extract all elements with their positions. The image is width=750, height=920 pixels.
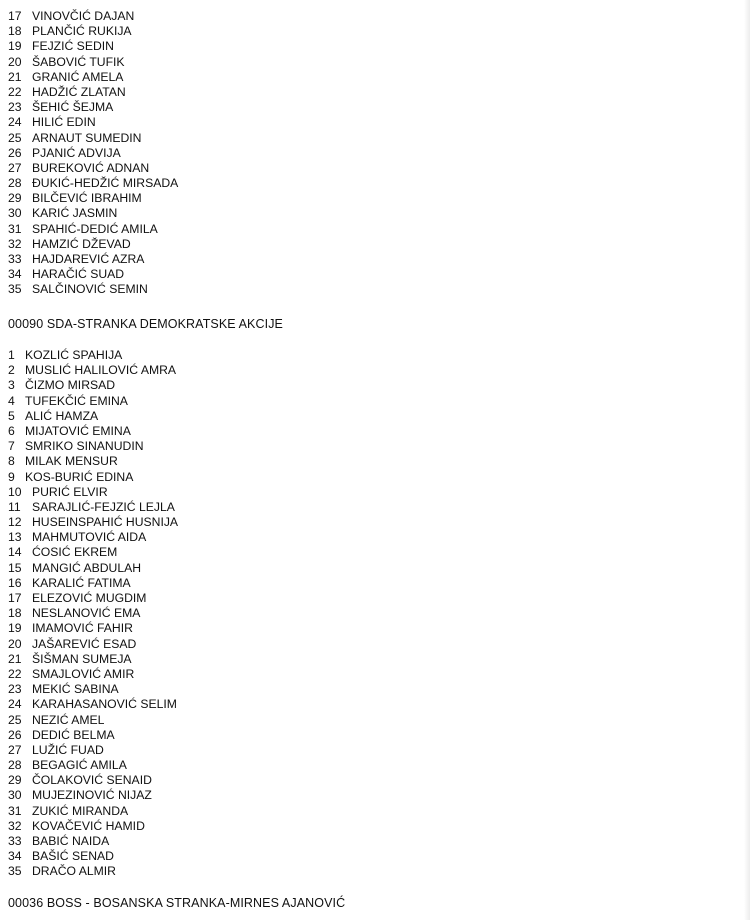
candidate-row [8,652,178,667]
candidate-name: MIJATOVIĆ EMINA [25,423,131,438]
candidate-name: BILČEVIĆ IBRAHIM [32,191,142,206]
candidate-number: 28 [8,758,22,773]
candidate-row [8,206,178,221]
candidate-name: MUSLIĆ HALILOVIĆ AMRA [25,363,177,378]
candidate-number: 34 [8,267,22,282]
candidate-row [8,237,178,252]
candidate-number: 21 [8,651,22,666]
candidate-number: 34 [8,849,22,864]
candidate-name: GRANIĆ AMELA [32,69,124,84]
candidate-name: MILAK MENSUR [25,454,118,469]
candidate-name: ŠEHIĆ ŠEJMA [32,100,114,115]
candidate-row [8,591,178,606]
candidate-number: 22 [8,666,22,681]
candidate-number: 31 [8,221,22,236]
candidate-name: HUSEINSPAHIĆ HUSNIJA [32,515,179,530]
candidate-number: 9 [8,469,15,484]
candidate-number: 10 [8,484,22,499]
candidate-number: 12 [8,515,22,530]
candidate-name: PURIĆ ELVIR [32,484,108,499]
candidate-list-continued [8,9,178,298]
candidate-row [8,682,178,697]
candidate-name: ČOLAKOVIĆ SENAID [32,773,152,788]
candidate-row [8,424,178,439]
candidate-row [8,100,178,115]
candidate-number: 6 [8,423,15,438]
candidate-row [8,394,178,409]
candidate-row [8,788,178,803]
candidate-name: IMAMOVIĆ FAHIR [32,621,133,636]
candidate-name: ĐUKIĆ-HEDŽIĆ MIRSADA [32,176,179,191]
candidate-name: KARIĆ JASMIN [32,206,118,221]
candidate-number: 21 [8,69,22,84]
candidate-name: ČIZMO MIRSAD [25,378,116,393]
candidate-name: MANGIĆ ABDULAH [32,560,142,575]
candidate-number: 31 [8,803,22,818]
candidate-name: HADŽIĆ ZLATAN [32,84,126,99]
candidate-row [8,864,178,879]
party-heading-boss: 00036 BOSS - BOSANSKA STRANKA-MIRNES AJANOVIĆ [8,896,346,910]
candidate-number: 35 [8,282,22,297]
candidate-name: DEDIĆ BELMA [32,727,115,742]
candidate-number: 29 [8,773,22,788]
candidate-name: PLANČIĆ RUKIJA [32,24,132,39]
candidate-name: HILIĆ EDIN [32,115,96,130]
candidate-name: HARAČIĆ SUAD [32,267,125,282]
candidate-number: 4 [8,393,15,408]
candidate-row [8,667,178,682]
candidate-row [8,545,178,560]
candidate-name: ALIĆ HAMZA [25,408,99,423]
page-edge-shadow [744,0,750,920]
candidate-number: 3 [8,378,15,393]
candidate-number: 24 [8,697,22,712]
candidate-row [8,713,178,728]
candidate-row [8,561,178,576]
candidate-number: 35 [8,864,22,879]
candidate-name: KOVAČEVIĆ HAMID [32,818,145,833]
candidate-number: 23 [8,100,22,115]
candidate-row [8,621,178,636]
candidate-number: 25 [8,130,22,145]
candidate-row [8,131,178,146]
candidate-number: 7 [8,439,15,454]
candidate-number: 26 [8,145,22,160]
candidate-name: HAMZIĆ DŽEVAD [32,236,131,251]
candidate-name: FEJZIĆ SEDIN [32,39,114,54]
candidate-name: BABIĆ NAIDA [32,834,110,848]
candidate-name: SPAHIĆ-DEDIĆ AMILA [32,221,158,236]
candidate-name: VINOVČIĆ DAJAN [32,9,135,23]
candidate-row [8,252,178,267]
candidate-row [8,378,178,393]
candidate-number: 32 [8,818,22,833]
candidate-row [8,85,178,100]
candidate-row [8,758,178,773]
candidate-row [8,515,178,530]
candidate-number: 17 [8,9,22,23]
candidate-row [8,637,178,652]
candidate-row [8,161,178,176]
candidate-name: SMRIKO SINANUDIN [25,439,144,454]
candidate-number: 15 [8,560,22,575]
candidate-name: ARNAUT SUMEDIN [32,130,142,145]
candidate-number: 33 [8,834,22,848]
candidate-row [8,267,178,282]
candidate-number: 2 [8,363,15,378]
candidate-row [8,606,178,621]
candidate-number: 17 [8,591,22,605]
candidate-number: 24 [8,115,22,130]
candidate-number: 19 [8,39,22,54]
candidate-row [8,70,178,85]
candidate-name: MEKIĆ SABINA [32,682,119,697]
candidate-name: JAŠAREVIĆ ESAD [32,636,137,651]
candidate-name: ĆOSIĆ EKREM [32,545,118,560]
candidate-number: 23 [8,682,22,697]
candidate-number: 5 [8,408,15,423]
candidate-number: 8 [8,454,15,469]
candidate-row [8,849,178,864]
candidate-number: 18 [8,606,22,621]
candidate-number: 28 [8,176,22,191]
candidate-name: KARALIĆ FATIMA [32,575,131,590]
candidate-row [8,55,178,70]
candidate-row [8,282,178,297]
candidate-name: LUŽIĆ FUAD [32,742,104,757]
candidate-row [8,439,178,454]
candidate-row [8,485,178,500]
candidate-row [8,348,178,363]
candidate-number: 20 [8,54,22,69]
candidate-row [8,728,178,743]
candidate-row [8,743,178,758]
candidate-row [8,191,178,206]
candidate-number: 27 [8,742,22,757]
candidate-name: TUFEKČIĆ EMINA [25,393,128,408]
candidate-number: 26 [8,727,22,742]
candidate-row [8,819,178,834]
candidate-row [8,9,178,24]
candidate-number: 33 [8,252,22,266]
candidate-number: 27 [8,160,22,175]
candidate-name: SARAJLIĆ-FEJZIĆ LEJLA [32,499,175,514]
candidate-row [8,773,178,788]
candidate-number: 25 [8,712,22,727]
candidate-number: 22 [8,84,22,99]
candidate-row [8,454,178,469]
candidate-name: KOZLIĆ SPAHIJA [25,348,123,362]
candidate-number: 32 [8,236,22,251]
candidate-number: 19 [8,621,22,636]
candidate-number: 18 [8,24,22,39]
candidate-name: MAHMUTOVIĆ AIDA [32,530,147,545]
candidate-name: ELEZOVIĆ MUGDIM [32,591,147,605]
candidate-name: SALČINOVIĆ SEMIN [32,282,148,297]
candidate-number: 14 [8,545,22,560]
candidate-row [8,697,178,712]
candidate-row [8,470,178,485]
candidate-row [8,576,178,591]
candidate-row [8,222,178,237]
candidate-name: MUJEZINOVIĆ NIJAZ [32,788,152,803]
candidate-name: BEGAGIĆ AMILA [32,758,127,773]
candidate-row [8,24,178,39]
candidate-name: BUREKOVIĆ ADNAN [32,160,150,175]
candidate-row [8,500,178,515]
candidate-number: 30 [8,788,22,803]
candidate-row [8,176,178,191]
candidate-row [8,530,178,545]
candidate-number: 11 [8,499,21,514]
candidate-number: 29 [8,191,22,206]
candidate-name: DRAČO ALMIR [32,864,116,879]
candidate-number: 16 [8,575,22,590]
candidate-number: 30 [8,206,22,221]
candidate-row [8,804,178,819]
candidate-name: HAJDAREVIĆ AZRA [32,252,145,266]
candidate-name: SMAJLOVIĆ AMIR [32,666,135,681]
candidate-name: BAŠIĆ SENAD [32,849,114,864]
candidate-name: KOS-BURIĆ EDINA [25,469,134,484]
candidate-row [8,363,178,378]
candidate-number: 13 [8,530,22,545]
candidate-number: 20 [8,636,22,651]
candidate-row [8,409,178,424]
candidate-name: KARAHASANOVIĆ SELIM [32,697,177,712]
candidate-row [8,834,178,849]
candidate-name: ŠIŠMAN SUMEJA [32,651,132,666]
candidate-name: NESLANOVIĆ EMA [32,606,141,621]
candidate-row [8,39,178,54]
candidate-name: NEZIĆ AMEL [32,712,105,727]
candidate-name: ŠABOVIĆ TUFIK [32,54,125,69]
candidate-name: ZUKIĆ MIRANDA [32,803,129,818]
candidate-row [8,115,178,130]
candidate-number: 1 [8,348,15,362]
party-heading-sda: 00090 SDA-STRANKA DEMOKRATSKE AKCIJE [8,317,283,331]
candidate-name: PJANIĆ ADVIJA [32,145,121,160]
candidate-row [8,146,178,161]
candidate-list-sda [8,348,178,880]
